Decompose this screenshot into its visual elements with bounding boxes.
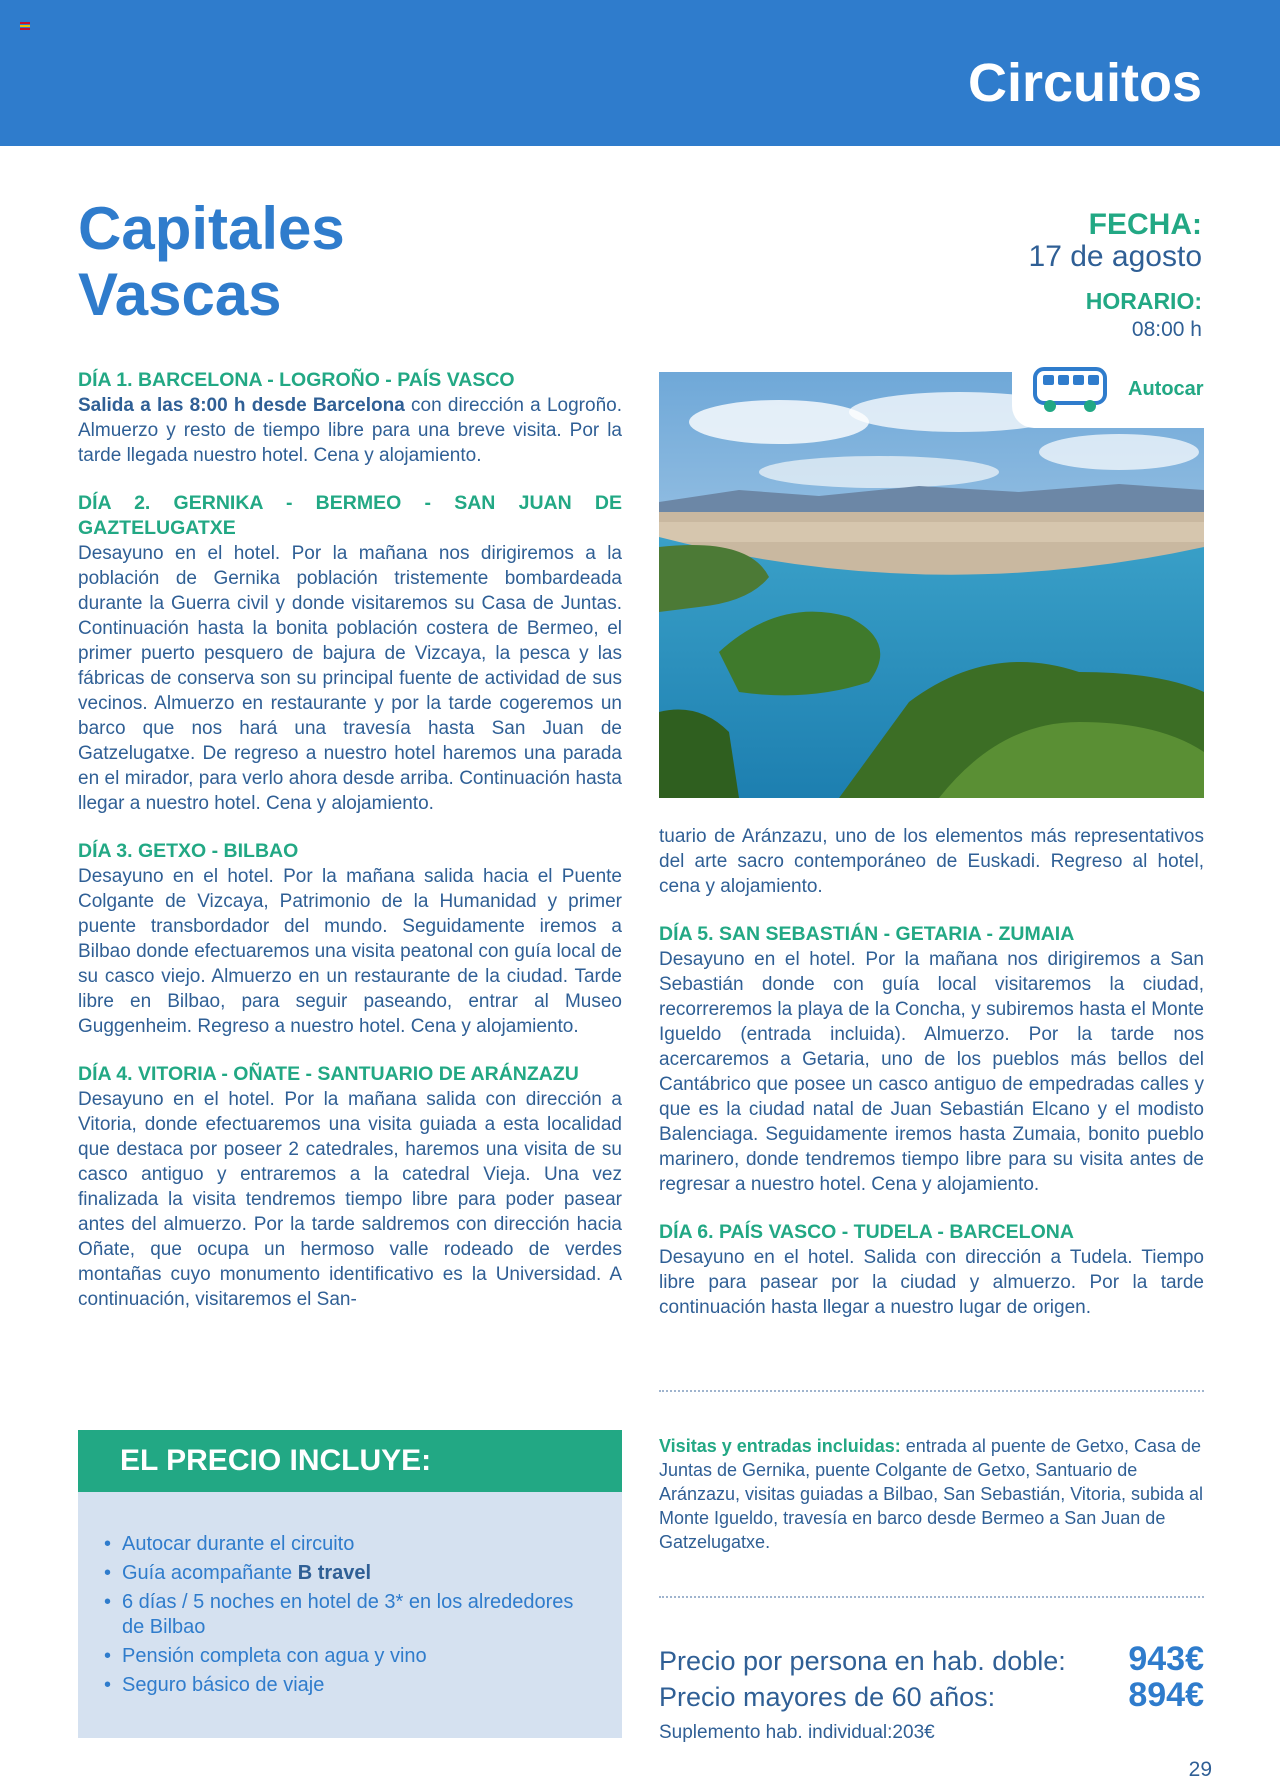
list-item: • Autocar durante el circuito: [104, 1532, 594, 1557]
day-lead: Salida a las 8:00 h desde Barcelona: [78, 395, 405, 416]
horario-label: HORARIO:: [1085, 288, 1202, 314]
list-item: • 6 días / 5 noches en hotel de 3* en los alrededores de Bilbao: [104, 1590, 594, 1640]
day-title: DÍA 5. SAN SEBASTIÁN - GETARIA - ZUMAIA: [659, 923, 1075, 945]
day-5: [659, 922, 1204, 1197]
day-body: Desayuno en el hotel. Salida con dirección a Tudela. Tiempo libre para pasear por la ciudad y almuerzo. Por la tarde continuación hasta llegar a nuestro lugar de origen.: [659, 1247, 1204, 1318]
day-text: [78, 393, 622, 468]
fecha-label: FECHA:: [1088, 208, 1202, 241]
flag-icon: [20, 22, 30, 29]
included-visits-text: entrada al puente de Getxo, Casa de Juntas de Gernika, puente Colgante de Getxo, Santuario de Aránzazu, visitas guiadas a Bilbao, San Sebastián, Vitoria, subida al Monte Igueldo, travesía en barco desde Bermeo a San Juan de Gatzelugatxe.: [659, 1436, 1203, 1552]
horario-value: 08:00 h: [1131, 318, 1202, 341]
day-body: con dirección a Logroño. Almuerzo y resto de tiempo libre para una breve visita. Por la tarde llegada nuestro hotel. Cena y alojamiento.: [78, 395, 622, 466]
page-title: [78, 196, 345, 328]
title-line-2: Vascas: [78, 261, 282, 328]
day-title: DÍA 1. BARCELONA - LOGROÑO - PAÍS VASCO: [78, 369, 515, 391]
day-title: DÍA 4. VITORIA - OÑATE - SANTUARIO DE ARÁNZAZU: [78, 1063, 579, 1085]
list-item: • Guía acompañante B travel: [104, 1561, 594, 1586]
day-title: DÍA 3. GETXO - BILBAO: [78, 840, 299, 862]
transport-badge: [1012, 352, 1204, 428]
included-visits: [659, 1434, 1204, 1554]
title-line-1: Capitales: [78, 195, 345, 262]
day-3: [78, 839, 622, 1039]
price-value: 894€: [1128, 1676, 1204, 1714]
day-body: Desayuno en el hotel. Por la mañana nos dirigiremos a San Sebastián donde con guía local visitaremos la ciudad, recorreremos la playa de la Concha, y subiremos hasta el Monte Igueldo (entrada incluida). Almuerzo. Por la tarde nos acercaremos a Getaria, uno de los pueblos más bellos del Cantábrico que posee un casco antiguo de empedradas calles y que es la ciudad natal de Juan Sebastián Elcano y el modisto Balenciaga. Seguidamente iremos hasta Zumaia, bonito pueblo marinero, donde tendremos tiempo libre para su visita antes de regresar a nuestro hotel. Cena y alojamiento.: [659, 949, 1204, 1195]
section-title: Circuitos: [967, 53, 1202, 113]
divider: [659, 1390, 1204, 1392]
price-value: 943€: [1128, 1640, 1204, 1678]
price-includes-box: [78, 1430, 622, 1738]
price-label: Precio por persona en hab. doble:: [659, 1646, 1066, 1676]
day-body: Desayuno en el hotel. Por la mañana salida hacia el Puente Colgante de Vizcaya, Patrimonio de la Humanidad y primer puente transbordador del mundo. Seguidamente iremos a Bilbao donde efectuaremos una visita peatonal con guía local de su casco viejo. Almuerzo en un restaurante de la ciudad. Tarde libre en Bilbao, para seguir paseando, entrar al Museo Guggenheim. Regreso a nuestro hotel. Cena y alojamiento.: [78, 866, 622, 1037]
price-includes-list: [78, 1492, 622, 1698]
day-body: Desayuno en el hotel. Por la mañana salida con dirección a Vitoria, donde efectuaremos una visita guiada a esta localidad que destaca por poseer 2 catedrales, haremos una visita de su casco antiguo y entraremos a la catedral Vieja. Una vez finalizada la visita tendremos tiempo libre para poder pasear antes del almuerzo. Por la tarde saldremos con dirección hacia Oñate, que ocupa un hermoso valle rodeado de verdes montañas cuyo monumento identificativo es la Universidad. A continuación, visitaremos el San-: [78, 1089, 622, 1310]
included-visits-label: Visitas y entradas incluidas:: [659, 1436, 901, 1456]
divider: [659, 1596, 1204, 1598]
transport-label: Autocar: [1128, 378, 1204, 400]
list-item: • Seguro básico de viaje: [104, 1673, 594, 1698]
day-4: [78, 1062, 622, 1312]
header-bar: [0, 0, 1280, 146]
single-supplement: Suplemento hab. individual:203€: [659, 1722, 935, 1743]
page-number: 29: [1188, 1758, 1212, 1781]
day-title: DÍA 6. PAÍS VASCO - TUDELA - BARCELONA: [659, 1221, 1074, 1243]
day-2: [78, 491, 622, 816]
itinerary-left-column: [78, 368, 622, 1335]
day-6: [659, 1220, 1204, 1320]
list-item: • Pensión completa con agua y vino: [104, 1644, 594, 1669]
day-4-continuation: tuario de Aránzazu, uno de los elementos más representativos del arte sacro contemporáneo de Euskadi. Regreso al hotel, cena y alojamiento.: [659, 826, 1204, 897]
day-body: Desayuno en el hotel. Por la mañana nos dirigiremos a la población de Gernika población tristemente bombardeada durante la Guerra civil y donde visitaremos su Casa de Juntas. Continuación hasta la bonita población costera de Bermeo, el primer puerto pesquero de bajura de Vizcaya, la pesca y las fábricas de conserva son su principal fuente de actividad de sus vecinos. Almuerzo en restaurante y por la tarde cogeremos un barco que nos hará una travesía hasta San Juan de Gatzelugatxe. De regreso a nuestro hotel haremos una parada en el mirador, para verlo ahora desde arriba. Continuación hasta llegar a nuestro hotel. Cena y alojamiento.: [78, 543, 622, 814]
price-includes-title: EL PRECIO INCLUYE:: [78, 1430, 622, 1492]
itinerary-right-column: [659, 824, 1204, 1343]
bus-icon: [1032, 366, 1108, 414]
fecha-value: 17 de agosto: [1028, 240, 1202, 273]
san-sebastian-photo: [659, 372, 1204, 798]
price-senior: [659, 1676, 1204, 1716]
price-double: [659, 1640, 1204, 1680]
price-label: Precio mayores de 60 años:: [659, 1682, 996, 1712]
day-title: DÍA 2. GERNIKA - BERMEO - SAN JUAN DE GAZTELUGATXE: [78, 492, 622, 539]
day-1: [78, 368, 622, 468]
